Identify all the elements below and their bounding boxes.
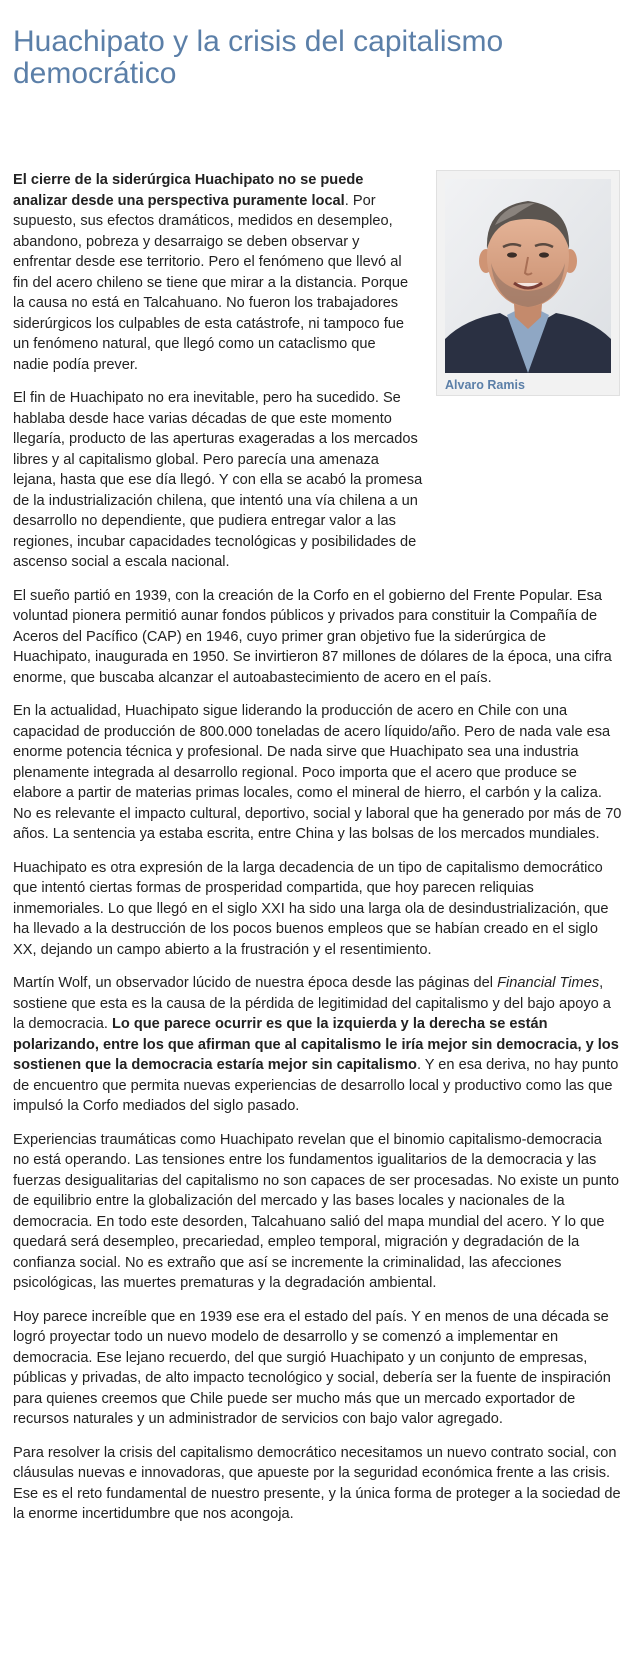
paragraph-7: Experiencias traumáticas como Huachipato revelan que el binomio capitalismo-democracia no está operando. Las tensiones entre los fundamentos igualitarios de la democracia y las fuerzas desigualitarias del capitalismo no son capaces de ser procesadas. No existe un punto de equilibrio entre la globalización del mercado y las bases locales y nacionales de la democracia. En todo este desorden, Talcahuano salió del mapa mundial del acero. Y lo que quedará será desempleo, precariedad, empleo temporal, migración y degradación de la confianza social. No es extraño que así se incremente la criminalidad, las afecciones psicológicas, las muertes prematuras y la degradación ambiental. [13,1131,619,1291]
author-caption: Alvaro Ramis [445,378,525,392]
article-title: Huachipato y la crisis del capitalismo democrático [13,25,504,90]
highlight-bold-text: Lo que parece ocurrir es que la izquierda y la derecha se están polarizando, entre los que afirman que al capitalismo le iría mejor sin democracia, y los sostienen que la democracia estaría mejor sin capitalismo [13,1016,619,1073]
paragraph-text: . Por supuesto, sus efectos dramáticos, medidos en desempleo, abandono, pobreza y desarraigo se deben observar y enfrentar desde ese territorio. Pero el fenómeno que llevó al fin del acero chileno se tiene que mirar a la distancia. Porque la causa no está en Talcahuano. No fueron los trabajadores siderúrgicos los culpables de esta catástrofe, ni tampoco fue un fenómeno natural, que llegó como un cataclismo que nadie podía prever. [13,192,409,373]
paragraph-5: Huachipato es otra expresión de la larga decadencia de un tipo de capitalismo democrático que intentó ciertas formas de prosperidad compartida, que hoy parecen reliquias inmemoriales. Lo que llegó en el siglo XXI ha sido una larga ola de desindustrialización, que ha llevado a la destrucción de los pocos buenos empleos que se habían creado en el siglo XX, dejando un campo abierto a la frustración y el resentimiento. [13,859,609,958]
paragraph-6 [13,973,622,1117]
publication-name: Financial Times [497,975,600,991]
paragraph-text: , sostiene que esta es la causa de la pérdida de legitimidad del capitalismo y del bajo apoyo a la democracia. [13,975,611,1032]
paragraph-1 [13,170,413,375]
paragraph-3: El sueño partió en 1939, con la creación de la Corfo en el gobierno del Frente Popular. Esa voluntad pionera permitió aunar fondos públicos y privados para constituir la Compañía de Aceros del Pacífico (CAP) en 1946, cuyo primer gran objetivo fue la siderúrgica de Huachipato, inaugurada en 1950. Se invirtieron 87 millones de dólares de la época, una cifra enorme, que buscaba alcanzar el autoabastecimiento de acero en el país. [13,587,612,686]
paragraph-8: Hoy parece increíble que en 1939 ese era el estado del país. Y en menos de una década se logró proyectar todo un nuevo modelo de desarrollo y se comenzó a implementar en democracia. Ese lejano recuerdo, del que surgió Huachipato y un conjunto de empresas, públicas y privadas, de alto impacto tecnológico y social, debería ser la fuente de inspiración para quienes creemos que Chile puede ser mucho más que un mercado exportador de recursos naturales y un administrador de servicios con bajo valor agregado. [13,1308,611,1427]
paragraph-9: Para resolver la crisis del capitalismo democrático necesitamos un nuevo contrato social, con cláusulas nuevas e innovadoras, que apueste por la seguridad económica frente a las crisis. Ese es el reto fundamental de nuestro presente, y la única forma de proteger a la sociedad de la enorme incertidumbre que nos acongoja. [13,1444,621,1522]
paragraph-text: Martín Wolf, un observador lúcido de nuestra época desde las páginas del [13,975,498,991]
paragraph-text: . Y en esa deriva, no hay punto de encuentro que permita nuevas experiencias de desarrollo local y productivo como las que impulsó la Corfo mediados del siglo pasado. [13,1057,619,1114]
paragraph-4: En la actualidad, Huachipato sigue liderando la producción de acero en Chile con una capacidad de producción de 800.000 toneladas de acero líquido/año. Pero de nada vale esa enorme potencia técnica y profesional. De nada sirve que Huachipato sea una industria plenamente integrada al desarrollo regional. Poco importa que el acero que produce se elabore a partir de materias primas locales, como el mineral de hierro, el carbón y la caliza. No es relevante el impacto cultural, deportivo, social y laboral que ha generado por más de 70 años. La sentencia ya estaba escrita, entre China y las bolsas de los mercados mundiales. [13,703,622,842]
paragraph-2: El fin de Huachipato no era inevitable, pero ha sucedido. Se hablaba desde hace varias décadas de que este momento llegaría, producto de las aperturas exageradas a los mercados libres y al capitalismo global. Pero parecía una amenaza lejana, hasta que ese día llegó. Y con ella se acabó la promesa de la industrialización chilena, que intentó una vía chilena a un desarrollo no dependiente, que pudiera entregar valor a las regiones, incubar capacidades tecnológicas y posibilidades de ascenso social a escala nacional. [13,390,423,570]
lead-bold-text: El cierre de la siderúrgica Huachipato no se puede analizar desde una perspectiva puramente local [13,172,364,209]
article-body [13,170,622,1538]
